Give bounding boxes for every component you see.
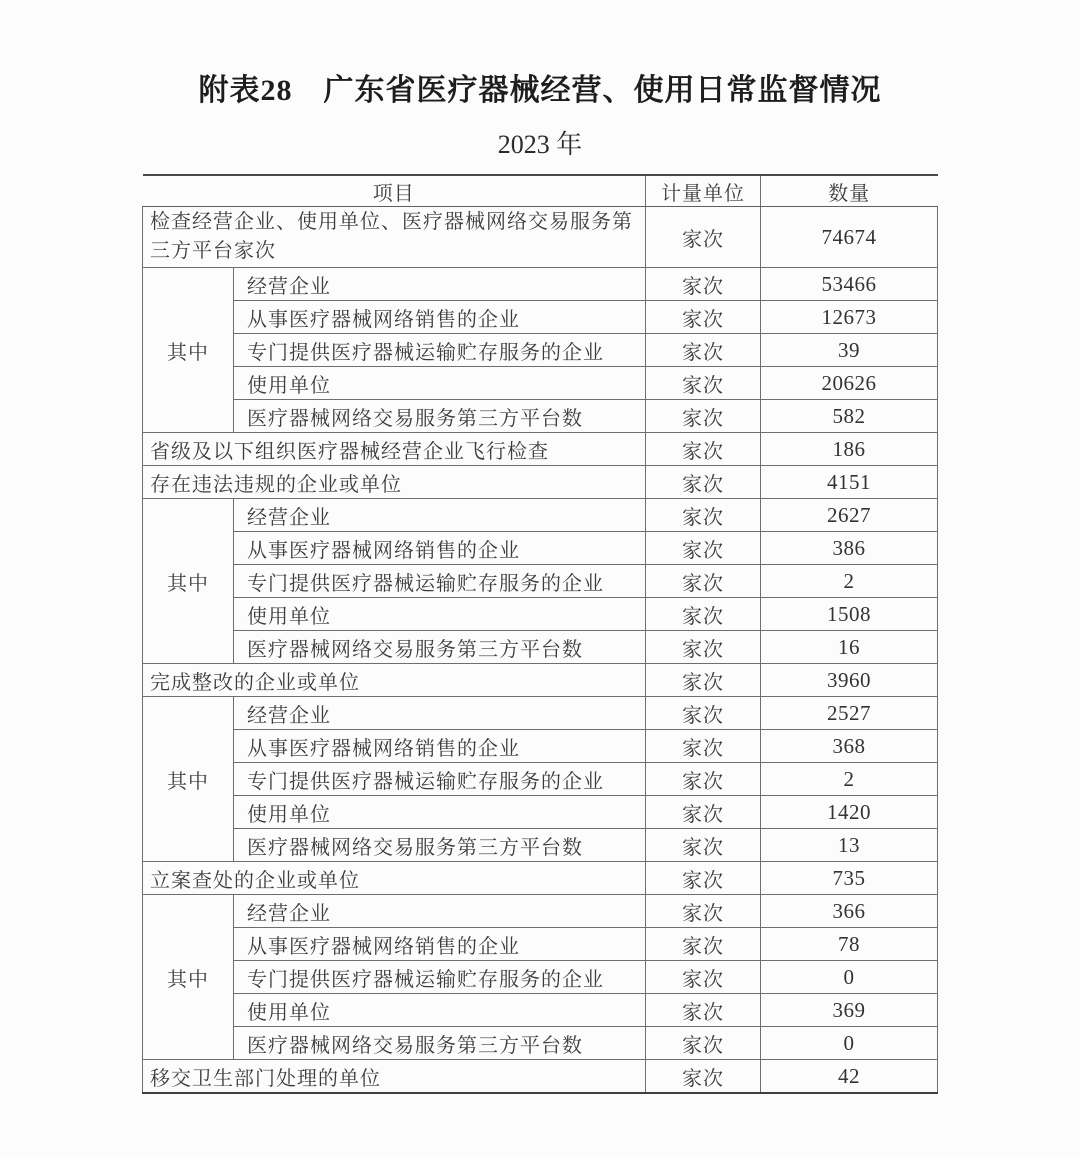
table-row xyxy=(143,268,938,301)
table-header xyxy=(143,175,938,207)
item-cell: 完成整改的企业或单位 xyxy=(143,664,646,697)
table-row xyxy=(143,565,938,598)
value-cell: 74674 xyxy=(761,207,938,268)
header-cell-quantity: 数量 xyxy=(761,175,938,207)
unit-cell: 家次 xyxy=(646,334,761,367)
unit-cell: 家次 xyxy=(646,433,761,466)
sub-item-cell: 使用单位 xyxy=(234,994,646,1027)
sub-item-cell: 从事医疗器械网络销售的企业 xyxy=(234,928,646,961)
table-row xyxy=(143,433,938,466)
unit-cell: 家次 xyxy=(646,499,761,532)
table-row xyxy=(143,334,938,367)
value-cell: 12673 xyxy=(761,301,938,334)
table-row xyxy=(143,664,938,697)
sub-item-cell: 经营企业 xyxy=(234,268,646,301)
sub-item-cell: 专门提供医疗器械运输贮存服务的企业 xyxy=(234,565,646,598)
unit-cell: 家次 xyxy=(646,598,761,631)
unit-cell: 家次 xyxy=(646,1060,761,1094)
table-row xyxy=(143,631,938,664)
group-label-cell: 其中 xyxy=(143,697,234,862)
value-cell: 39 xyxy=(761,334,938,367)
item-cell: 检查经营企业、使用单位、医疗器械网络交易服务第三方平台家次 xyxy=(143,207,646,268)
unit-cell: 家次 xyxy=(646,730,761,763)
value-cell: 78 xyxy=(761,928,938,961)
value-cell: 1420 xyxy=(761,796,938,829)
sub-item-cell: 医疗器械网络交易服务第三方平台数 xyxy=(234,631,646,664)
header-cell-item: 项目 xyxy=(143,175,646,207)
sub-item-cell: 经营企业 xyxy=(234,499,646,532)
sub-item-cell: 医疗器械网络交易服务第三方平台数 xyxy=(234,400,646,433)
supervision-table xyxy=(142,174,938,1094)
unit-cell: 家次 xyxy=(646,697,761,730)
table-row xyxy=(143,862,938,895)
value-cell: 13 xyxy=(761,829,938,862)
sub-item-cell: 专门提供医疗器械运输贮存服务的企业 xyxy=(234,334,646,367)
unit-cell: 家次 xyxy=(646,928,761,961)
value-cell: 368 xyxy=(761,730,938,763)
table-row xyxy=(143,532,938,565)
sub-item-cell: 从事医疗器械网络销售的企业 xyxy=(234,301,646,334)
value-cell: 369 xyxy=(761,994,938,1027)
value-cell: 735 xyxy=(761,862,938,895)
table-row xyxy=(143,400,938,433)
header-cell-unit: 计量单位 xyxy=(646,175,761,207)
table-row xyxy=(143,730,938,763)
unit-cell: 家次 xyxy=(646,268,761,301)
value-cell: 2627 xyxy=(761,499,938,532)
unit-cell: 家次 xyxy=(646,532,761,565)
value-cell: 2527 xyxy=(761,697,938,730)
unit-cell: 家次 xyxy=(646,895,761,928)
sub-item-cell: 从事医疗器械网络销售的企业 xyxy=(234,730,646,763)
value-cell: 2 xyxy=(761,763,938,796)
value-cell: 186 xyxy=(761,433,938,466)
table-row xyxy=(143,895,938,928)
table-row xyxy=(143,367,938,400)
sub-item-cell: 医疗器械网络交易服务第三方平台数 xyxy=(234,829,646,862)
value-cell: 0 xyxy=(761,1027,938,1060)
unit-cell: 家次 xyxy=(646,862,761,895)
table-row xyxy=(143,697,938,730)
group-label-cell: 其中 xyxy=(143,895,234,1060)
group-label-cell: 其中 xyxy=(143,268,234,433)
value-cell: 1508 xyxy=(761,598,938,631)
item-cell: 存在违法违规的企业或单位 xyxy=(143,466,646,499)
value-cell: 4151 xyxy=(761,466,938,499)
value-cell: 42 xyxy=(761,1060,938,1094)
value-cell: 0 xyxy=(761,961,938,994)
sub-item-cell: 专门提供医疗器械运输贮存服务的企业 xyxy=(234,961,646,994)
table-row xyxy=(143,207,938,268)
sub-item-cell: 经营企业 xyxy=(234,697,646,730)
table-row xyxy=(143,466,938,499)
unit-cell: 家次 xyxy=(646,829,761,862)
table-row xyxy=(143,499,938,532)
table-header-row xyxy=(143,175,938,207)
table-row xyxy=(143,763,938,796)
table-row xyxy=(143,961,938,994)
sub-item-cell: 从事医疗器械网络销售的企业 xyxy=(234,532,646,565)
page-subtitle: 2023 年 xyxy=(497,130,583,159)
unit-cell: 家次 xyxy=(646,207,761,268)
value-cell: 20626 xyxy=(761,367,938,400)
sub-item-cell: 医疗器械网络交易服务第三方平台数 xyxy=(234,1027,646,1060)
table-row xyxy=(143,829,938,862)
table-row xyxy=(143,1027,938,1060)
value-cell: 2 xyxy=(761,565,938,598)
unit-cell: 家次 xyxy=(646,631,761,664)
value-cell: 53466 xyxy=(761,268,938,301)
unit-cell: 家次 xyxy=(646,367,761,400)
item-cell: 省级及以下组织医疗器械经营企业飞行检查 xyxy=(143,433,646,466)
sub-item-cell: 经营企业 xyxy=(234,895,646,928)
unit-cell: 家次 xyxy=(646,301,761,334)
value-cell: 16 xyxy=(761,631,938,664)
table-row xyxy=(143,1060,938,1094)
unit-cell: 家次 xyxy=(646,961,761,994)
table-row xyxy=(143,796,938,829)
unit-cell: 家次 xyxy=(646,664,761,697)
sub-item-cell: 使用单位 xyxy=(234,796,646,829)
unit-cell: 家次 xyxy=(646,400,761,433)
unit-cell: 家次 xyxy=(646,1027,761,1060)
supervision-table-body xyxy=(143,207,938,1094)
unit-cell: 家次 xyxy=(646,796,761,829)
value-cell: 3960 xyxy=(761,664,938,697)
table-row xyxy=(143,301,938,334)
unit-cell: 家次 xyxy=(646,565,761,598)
sub-item-cell: 专门提供医疗器械运输贮存服务的企业 xyxy=(234,763,646,796)
unit-cell: 家次 xyxy=(646,994,761,1027)
table-row xyxy=(143,598,938,631)
sub-item-cell: 使用单位 xyxy=(234,598,646,631)
group-label-cell: 其中 xyxy=(143,499,234,664)
unit-cell: 家次 xyxy=(646,466,761,499)
value-cell: 366 xyxy=(761,895,938,928)
value-cell: 386 xyxy=(761,532,938,565)
table-row xyxy=(143,994,938,1027)
page-title: 附表28 广东省医疗器械经营、使用日常监督情况 xyxy=(198,74,882,107)
sub-item-cell: 使用单位 xyxy=(234,367,646,400)
table-row xyxy=(143,928,938,961)
unit-cell: 家次 xyxy=(646,763,761,796)
item-cell: 移交卫生部门处理的单位 xyxy=(143,1060,646,1094)
item-cell: 立案查处的企业或单位 xyxy=(143,862,646,895)
value-cell: 582 xyxy=(761,400,938,433)
